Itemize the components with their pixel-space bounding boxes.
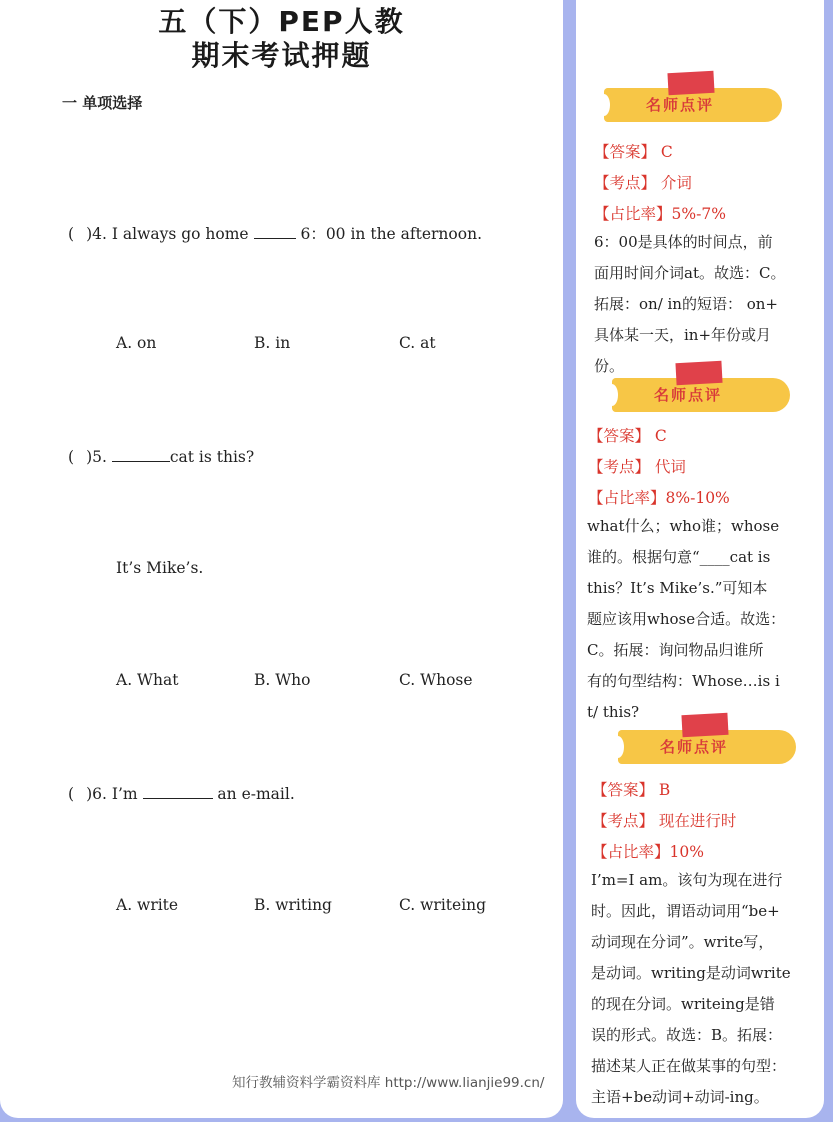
note-answer: 【答案】 C bbox=[594, 143, 673, 161]
note-point: 【考点】 现在进行时 bbox=[592, 812, 737, 830]
option-c: C. at bbox=[399, 334, 436, 352]
note-point: 【考点】 介词 bbox=[594, 174, 692, 192]
question-5-reply: It’s Mike’s. bbox=[116, 559, 204, 577]
question-text: )4. I always go home bbox=[86, 225, 249, 243]
option-a: A. What bbox=[116, 671, 179, 689]
note-rate: 【占比率】8%-10% bbox=[588, 489, 730, 507]
option-a: A. on bbox=[116, 334, 157, 352]
ribbon-tag-icon bbox=[667, 71, 714, 95]
note-answer: 【答案】 B bbox=[592, 781, 671, 799]
question-text: )5. bbox=[86, 448, 112, 466]
question-text-end: an e-mail. bbox=[212, 785, 295, 803]
option-c: C. Whose bbox=[399, 671, 473, 689]
page-subtitle: 期末考试押题 bbox=[191, 39, 372, 72]
ribbon-tag-icon bbox=[681, 713, 728, 737]
question-text-end: 6：00 in the afternoon. bbox=[295, 225, 482, 243]
option-b: B. in bbox=[254, 334, 291, 352]
teacher-review-badge: 名师点评 bbox=[610, 714, 800, 768]
answer-blank bbox=[112, 447, 170, 462]
question-text-end: cat is this? bbox=[169, 448, 255, 466]
question-text: )6. I’m bbox=[86, 785, 143, 803]
question-6 bbox=[68, 784, 295, 803]
section-heading: 一 单项选择 bbox=[62, 94, 143, 112]
answer-blank bbox=[254, 224, 296, 239]
question-paren: ( bbox=[68, 225, 75, 243]
note-point: 【考点】 代词 bbox=[588, 458, 686, 476]
answer-blank bbox=[143, 784, 213, 799]
teacher-review-badge: 名师点评 bbox=[604, 362, 794, 416]
option-c: C. writeing bbox=[399, 896, 487, 914]
note-explanation: 6：00是具体的时间点，前 面用时间介词at。故选：C。 拓展：on/ in的短语： on+ 具体某一天，in+年份或月 份。 bbox=[594, 233, 786, 375]
note-explanation: I’m=I am。该句为现在进行 时。因此，谓语动词用“be+ 动词现在分词”。write写， 是动词。writing是动词write 的现在分词。writeing是错 误的形式。故选：B。拓展： 描述某人正在做某事的句型： 主语+be动词+动词-ing。 bbox=[591, 871, 791, 1106]
question-5 bbox=[68, 447, 254, 466]
option-b: B. Who bbox=[254, 671, 311, 689]
ribbon-tag-icon bbox=[675, 361, 722, 385]
question-paren: ( bbox=[68, 785, 75, 803]
teacher-review-badge: 名师点评 bbox=[596, 72, 786, 126]
note-answer: 【答案】 C bbox=[588, 427, 667, 445]
question-4 bbox=[68, 222, 482, 244]
option-a: A. write bbox=[116, 896, 179, 914]
note-rate: 【占比率】10% bbox=[592, 843, 704, 861]
option-b: B. writing bbox=[254, 896, 332, 914]
note-rate: 【占比率】5%-7% bbox=[594, 205, 726, 223]
note-explanation: what什么；who谁；whose 谁的。根据句意“____cat is this？It’s Mike’s.”可知本 题应该用whose合适。故选： C。拓展：询问物品归谁所 有的句型结构：Whose…is i t/ this? bbox=[587, 517, 786, 721]
footer-watermark: 知行教辅资料学霸资料库 http://www.lianjie99.cn/ bbox=[232, 1075, 545, 1091]
page-title: 五（下）PEP人教 bbox=[158, 5, 405, 38]
question-paren: ( bbox=[68, 448, 75, 466]
